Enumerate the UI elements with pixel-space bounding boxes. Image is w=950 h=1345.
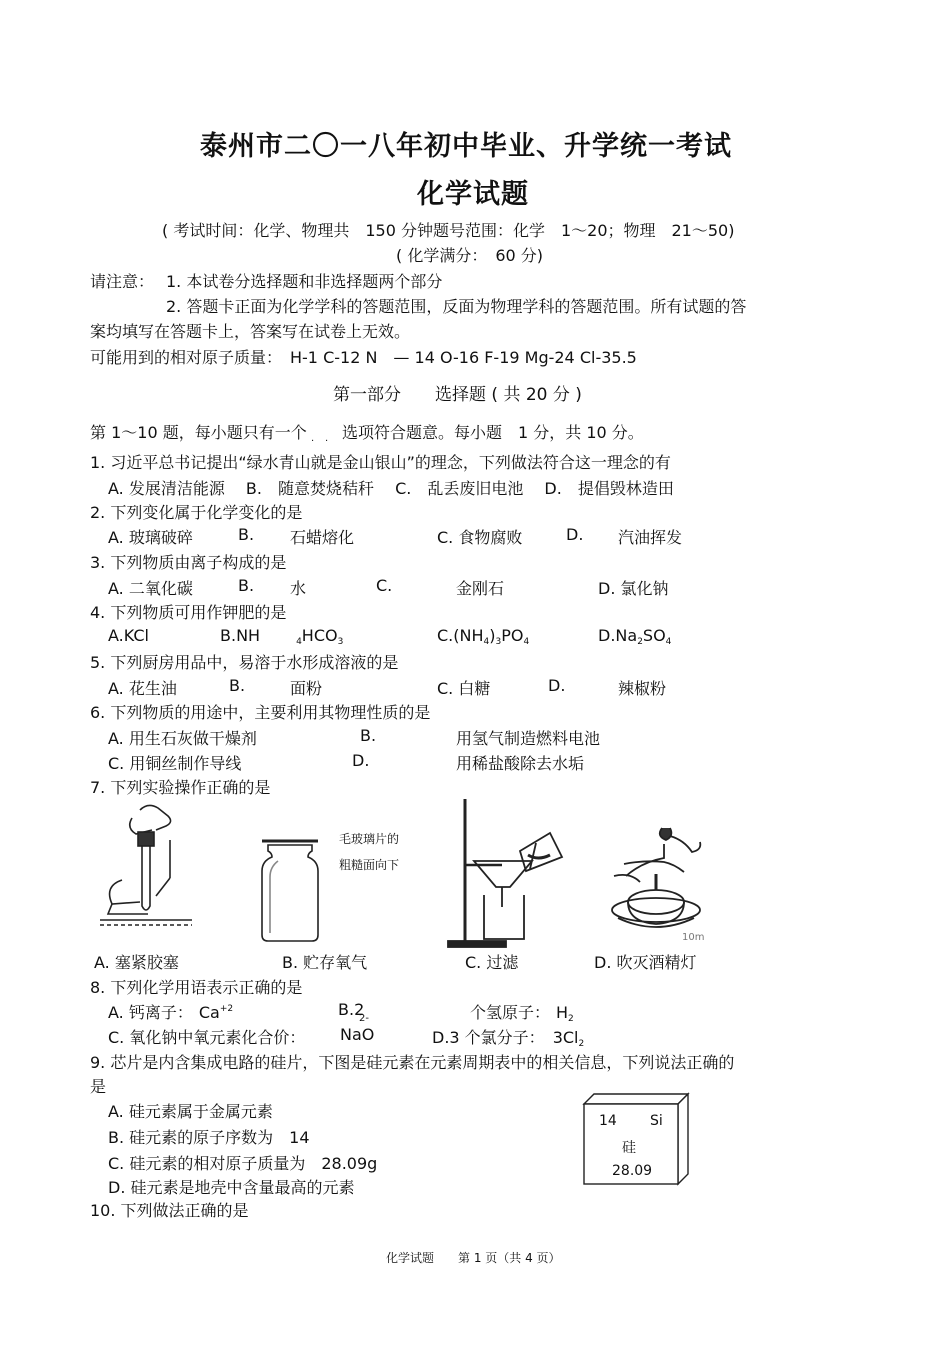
question-6-option-d: D. [352, 751, 370, 770]
element-name: 硅 [622, 1140, 636, 1156]
notice-item-2b: 案均填写在答题卡上，答案写在试卷上无效。 [90, 322, 411, 341]
figure-watermark: 10m [682, 932, 705, 943]
question-4-option-c: $C.(NH_4)_3PO_4$ [437, 626, 530, 647]
question-8-option-c: C. 氧化钠中氧元素化合价： [108, 1028, 306, 1047]
question-6-option-b-text: 用氢气制造燃料电池 [456, 729, 601, 748]
emphasis-dot: · [325, 436, 329, 447]
part1-intro-a: 第 1～10 题，每小题只有一个 [90, 423, 307, 442]
question-4-option-b: B.NH $_4HCO_3$ [220, 626, 344, 647]
question-7-option-b: B. 贮存氧气 [282, 953, 368, 972]
question-6-stem: 6. 下列物质的用途中，主要利用其物理性质的是 [90, 703, 431, 722]
question-2-option-b-text: 石蜡熔化 [290, 528, 355, 547]
part1-heading: 第一部分 选择题 ( 共 20 分 ) [333, 385, 582, 405]
question-5-option-b: B. [229, 676, 246, 695]
question-3-stem: 3. 下列物质由离子构成的是 [90, 553, 287, 572]
question-6-option-c: C. 用铜丝制作导线 [108, 754, 242, 773]
question-4-option-d: $D.Na_2SO_4$ [598, 626, 672, 647]
question-5-option-b-text: 面粉 [290, 679, 323, 698]
question-6-option-a: A. 用生石灰做干燥剂 [108, 729, 257, 748]
question-9-stem-a: 9. 芯片是内含集成电路的硅片，下图是硅元素在元素周期表中的相关信息，下列说法正确的 [90, 1053, 735, 1072]
question-8-option-b: B.2 [338, 1000, 365, 1019]
notice-label: 请注意： [90, 272, 155, 291]
question-8-option-a: A. 钙离子： $Ca^{+2}$ [108, 1003, 234, 1022]
question-3-option-a: A. 二氧化碳 [108, 579, 193, 598]
exam-score-info: ( 化学满分： 60 分) [396, 246, 544, 265]
question-3-option-d: D. 氯化钠 [598, 579, 669, 598]
element-atomic-mass: 28.09 [612, 1163, 653, 1179]
question-2-option-d-text: 汽油挥发 [618, 528, 683, 547]
question-2-option-b: B. [238, 525, 255, 544]
figure-b-note-2: 粗糙面向下 [339, 858, 400, 872]
question-10-stem: 10. 下列做法正确的是 [90, 1201, 249, 1220]
question-7-option-a: A. 塞紧胶塞 [94, 953, 179, 972]
part1-intro-b: 选项符合题意。每小题 1 分，共 10 分。 [342, 423, 644, 442]
element-atomic-number: 14 [599, 1113, 617, 1129]
question-5-stem: 5. 下列厨房用品中，易溶于水形成溶液的是 [90, 653, 399, 672]
exam-time-info: ( 考试时间：化学、物理共 150 分钟题号范围：化学 1～20；物理 21～50) [162, 221, 735, 240]
question-8-option-b-text: 个氢原子： $H_2$ [470, 1003, 574, 1024]
notice-item-2a: 2. 答题卡正面为化学学科的答题范围，反面为物理学科的答题范围。所有试题的答 [166, 297, 747, 316]
question-5-option-d-text: 辣椒粉 [618, 679, 667, 698]
exam-title: 泰州市二〇一八年初中毕业、升学统一考试 [200, 131, 732, 162]
question-8-option-c-value: NaO [340, 1025, 375, 1044]
question-1-stem: 1. 习近平总书记提出“绿水青山就是金山银山”的理念，下列做法符合这一理念的有 [90, 453, 671, 472]
question-3-option-c: C. [376, 576, 393, 595]
element-symbol: Si [650, 1113, 663, 1129]
question-6-option-d-text: 用稀盐酸除去水垢 [456, 754, 585, 773]
question-5-option-d: D. [548, 676, 566, 695]
figure-a-stopper [92, 800, 202, 945]
page-footer: 化学试题 第 1 页（共 4 页） [386, 1251, 561, 1265]
question-2-option-c: C. 食物腐败 [437, 528, 523, 547]
question-5-option-a: A. 花生油 [108, 679, 177, 698]
exam-subtitle: 化学试题 [417, 179, 529, 210]
question-7-stem: 7. 下列实验操作正确的是 [90, 778, 271, 797]
question-3-option-c-text: 金刚石 [456, 579, 505, 598]
emphasis-dot: · [311, 436, 315, 447]
figure-d-alcohol-lamp [604, 818, 710, 946]
question-8-stem: 8. 下列化学用语表示正确的是 [90, 978, 303, 997]
question-7-option-d: D. 吹灭酒精灯 [594, 953, 697, 972]
figure-b-note-1: 毛玻璃片的 [339, 832, 400, 846]
question-9-stem-b: 是 [90, 1077, 107, 1096]
question-1-options: A. 发展清洁能源 B. 随意焚烧秸秆 C. 乱丢废旧电池 D. 提倡毁林造田 [108, 479, 674, 498]
notice-item-1: 1. 本试卷分选择题和非选择题两个部分 [166, 272, 443, 291]
question-2-option-d: D. [566, 525, 584, 544]
question-3-option-b-text: 水 [290, 579, 307, 598]
atomic-mass-line: 可能用到的相对原子质量： H-1 C-12 N — 14 O-16 F-19 Mg-24 Cl-35.5 [90, 348, 637, 367]
question-4-stem: 4. 下列物质可用作钾肥的是 [90, 603, 287, 622]
question-7-option-c: C. 过滤 [465, 953, 519, 972]
question-2-option-a: A. 玻璃破碎 [108, 528, 193, 547]
question-9-option-a: A. 硅元素属于金属元素 [108, 1102, 273, 1121]
figure-c-filtration [440, 795, 570, 950]
question-8-option-d: D.3 个氯分子： $3Cl_2$ [432, 1028, 585, 1049]
question-4-option-a: A.KCl [108, 626, 149, 645]
question-6-option-b: B. [360, 726, 377, 745]
figure-b-gas-jar [254, 835, 326, 947]
question-9-option-b: B. 硅元素的原子序数为 14 [108, 1128, 310, 1147]
question-5-option-c: C. 白糖 [437, 679, 491, 698]
question-9-option-c: C. 硅元素的相对原子质量为 28.09g [108, 1154, 378, 1173]
question-8-option-c-sup: 2- [359, 1013, 369, 1024]
question-3-option-b: B. [238, 576, 255, 595]
question-9-option-d: D. 硅元素是地壳中含量最高的元素 [108, 1178, 355, 1197]
question-2-stem: 2. 下列变化属于化学变化的是 [90, 503, 303, 522]
